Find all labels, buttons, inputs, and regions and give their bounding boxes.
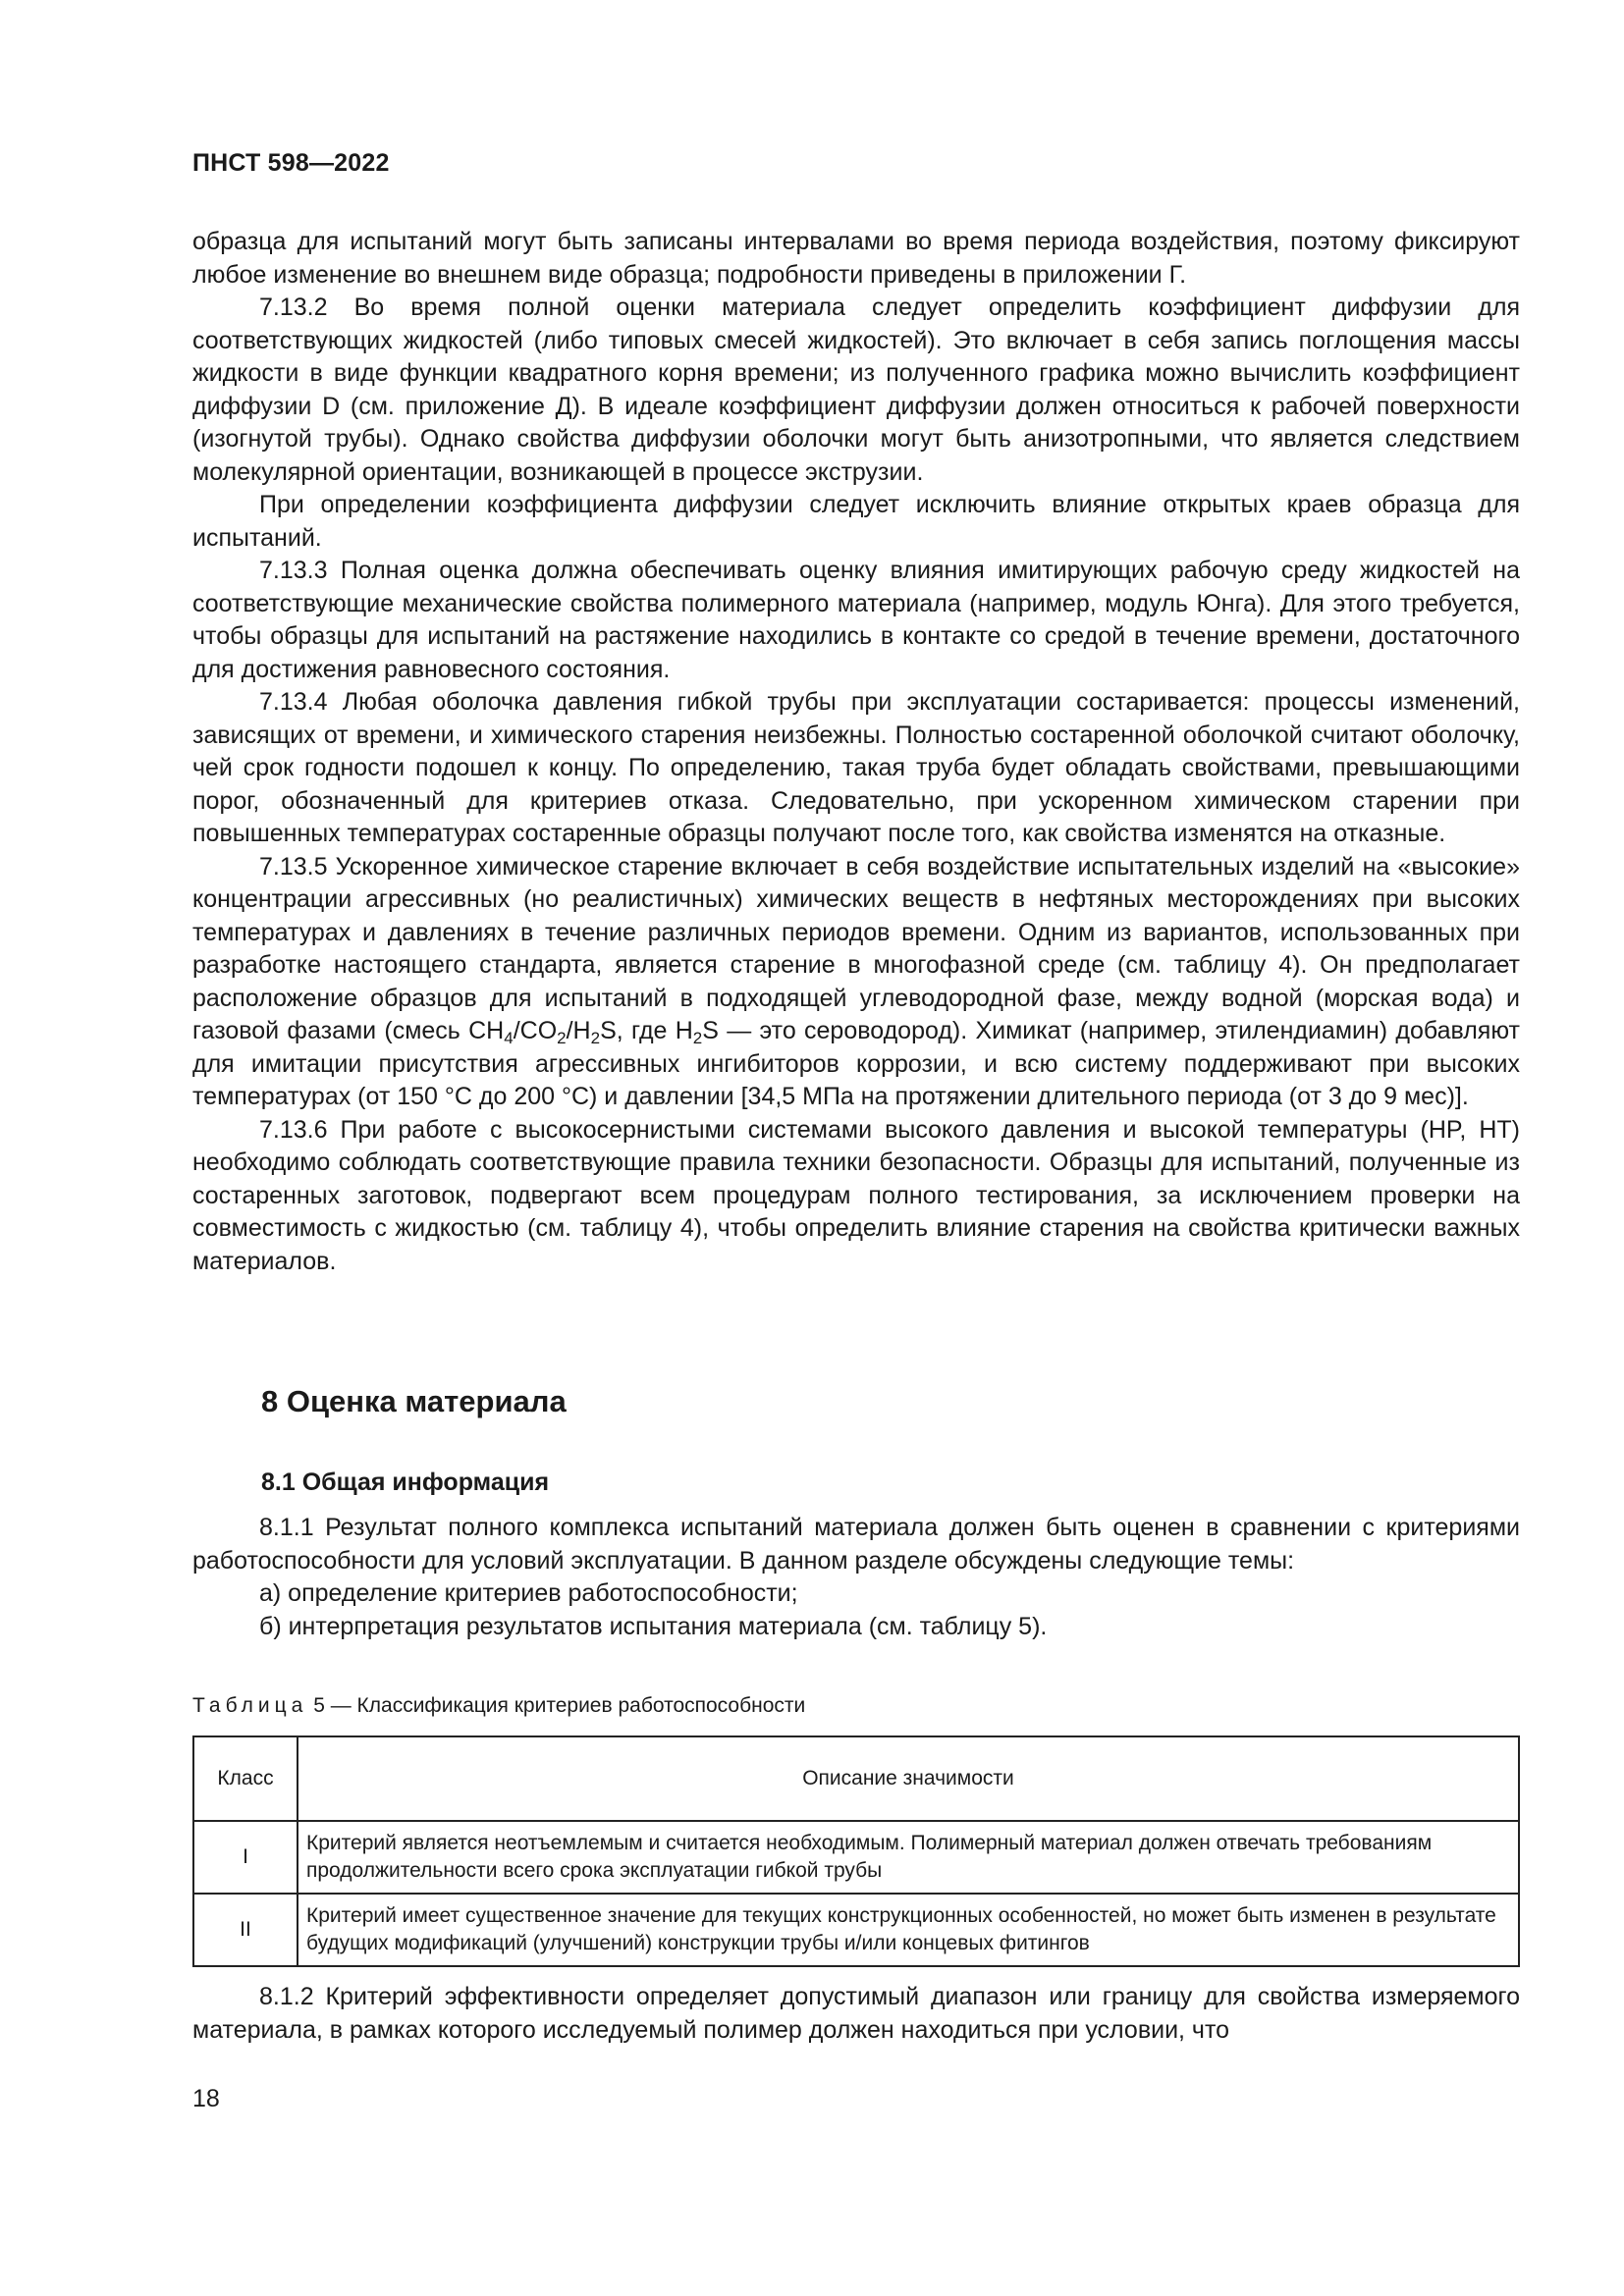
- table-row: [193, 1821, 1519, 1894]
- criteria-table: [192, 1735, 1520, 1967]
- table-header-row: [193, 1736, 1519, 1821]
- document-code: ПНСТ 598—2022: [192, 149, 390, 177]
- table-header-class: Класс: [193, 1736, 298, 1821]
- table-cell-description: Критерий является неотъемлемым и считается необходимым. Полимерный материал должен отвечать требованиям продолжительности всего срока эксплуатации гибкой трубы: [298, 1821, 1519, 1894]
- page-number: 18: [192, 2085, 220, 2112]
- paragraph-7-13-4: 7.13.4 Любая оболочка давления гибкой трубы при эксплуатации состаривается: процессы изменений, зависящих от времени, и химического старения неизбежны. Полностью состаренной оболочкой считают оболочку, чей срок годности подошел к концу. По определению, такая труба будет обладать свойствами, превышающими порог, обозначенный для критериев отказа. Следовательно, при ускоренном химическом старении при повышенных температурах состаренные образцы получают после того, как свойства изменятся на отказные.: [192, 688, 1520, 847]
- table-caption-text: 5 — Классификация критериев работоспособности: [313, 1694, 806, 1717]
- body-text-top: [192, 226, 1520, 1278]
- table-row: [193, 1894, 1519, 1966]
- paragraph-7-13-6: 7.13.6 При работе с высокосернистыми системами высокого давления и высокой температуры (HP, HT) необходимо соблюдать соответствующие правила техники безопасности. Образцы для испытаний, полученные из состаренных заготовок, подвергают всем процедурам полного тестирования, за исключением проверки на совместимость с жидкостью (см. таблицу 4), чтобы определить влияние старения на свойства критически важных материалов.: [192, 1115, 1520, 1275]
- table-cell-class: I: [193, 1821, 298, 1894]
- paragraph: образца для испытаний могут быть записаны интервалами во время периода воздействия, поэтому фиксируют любое изменение во внешнем виде образца; подробности приведены в приложении Г.: [192, 228, 1520, 289]
- body-text-section-8: [192, 1512, 1520, 1643]
- list-item: а) определение критериев работоспособности;: [259, 1579, 798, 1607]
- table-caption: [192, 1694, 805, 1718]
- paragraph: При определении коэффициента диффузии следует исключить влияние открытых краев образца для испытаний.: [192, 491, 1520, 552]
- table-caption-label: Таблица: [192, 1694, 308, 1717]
- paragraph-8-1-1: 8.1.1 Результат полного комплекса испытаний материала должен быть оценен в сравнении с критериями работоспособности для условий эксплуатации. В данном разделе обсуждены следующие темы:: [192, 1514, 1520, 1575]
- paragraph-7-13-2: 7.13.2 Во время полной оценки материала следует определить коэффициент диффузии для соответствующих жидкостей (либо типовых смесей жидкостей). Это включает в себя запись поглощения массы жидкости в виде функции квадратного корня времени; из полученного графика можно вычислить коэффициент диффузии D (см. приложение Д). В идеале коэффициент диффузии должен относиться к рабочей поверхности (изогнутой трубы). Однако свойства диффузии оболочки могут быть анизотропными, что является следствием молекулярной ориентации, возникающей в процессе экструзии.: [192, 294, 1520, 486]
- table-cell-class: II: [193, 1894, 298, 1966]
- table-cell-description: Критерий имеет существенное значение для текущих конструкционных особенностей, но может быть изменен в результате будущих модификаций (улучшений) конструкции трубы и/или концевых фитингов: [298, 1894, 1519, 1966]
- section-heading: 8 Оценка материала: [261, 1384, 567, 1418]
- paragraph-7-13-3: 7.13.3 Полная оценка должна обеспечивать оценку влияния имитирующих рабочую среду жидкостей на соответствующие механические свойства полимерного материала (например, модуль Юнга). Для этого требуется, чтобы образцы для испытаний на растяжение находились в контакте со средой в течение времени, достаточного для достижения равновесного состояния.: [192, 557, 1520, 683]
- paragraph-8-1-2: 8.1.2 Критерий эффективности определяет допустимый диапазон или границу для свойства измеряемого материала, в рамках которого исследуемый полимер должен находиться при условии, что: [192, 1983, 1520, 2044]
- subsection-heading: 8.1 Общая информация: [261, 1468, 550, 1496]
- list-item: б) интерпретация результатов испытания материала (см. таблицу 5).: [259, 1612, 1048, 1640]
- paragraph-7-13-5: 7.13.5 Ускоренное химическое старение включает в себя воздействие испытательных изделий на «высокие» концентрации агрессивных (но реалистичных) химических веществ в нефтяных месторождениях при высоких температурах и давлениях в течение различных периодов времени. Одним из вариантов, использованных при разработке настоящего стандарта, является старение в многофазной среде (см. таблицу 4). Он предполагает расположение образцов для испытаний в подходящей углеводородной фазе, между водной (морская вода) и газовой фазами (смесь $CH_4/CO_2/H_2S$, где $H_2S$ — это сероводород). Химикат (например, этилендиамин) добавляют для имитации присутствия агрессивных ингибиторов коррозии, и всю систему поддерживают при высоких температурах (от 150 °С до 200 °С) и давлении [34,5 МПа на протяжении длительного периода (от 3 до 9 мес)].: [192, 852, 1520, 1110]
- table-header-description: Описание значимости: [298, 1736, 1519, 1821]
- body-text-bottom: [192, 1981, 1520, 2047]
